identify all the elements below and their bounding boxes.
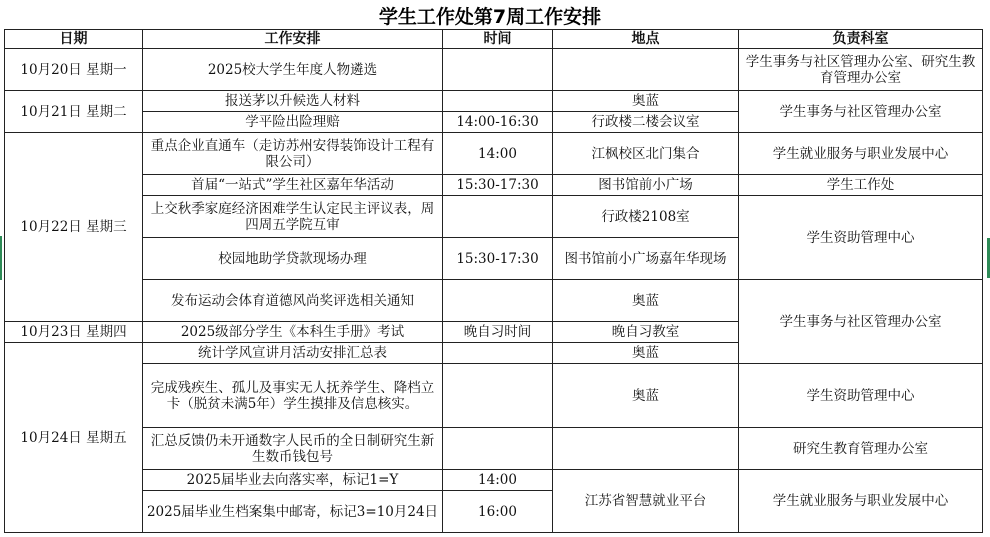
table-row — [5, 428, 983, 470]
dept-cell[interactable]: 学生资助管理中心 — [739, 364, 983, 428]
date-cell[interactable]: 10月24日 星期五 — [5, 343, 143, 533]
task-cell[interactable]: 完成残疾生、孤儿及事实无人抚养学生、降档立卡（脱贫未满5年）学生摸排及信息核实。 — [143, 364, 443, 428]
task-cell[interactable]: 汇总反馈仍未开通数字人民币的全日制研究生新生数币钱包号 — [143, 428, 443, 470]
time-cell[interactable]: 16:00 — [443, 491, 553, 533]
place-cell[interactable]: 奥蓝 — [553, 343, 739, 364]
task-cell[interactable]: 发布运动会体育道德风尚奖评选相关通知 — [143, 280, 443, 322]
place-cell[interactable]: 江苏省智慧就业平台 — [553, 470, 739, 533]
task-cell[interactable]: 学平险出险理赔 — [143, 112, 443, 133]
time-cell[interactable] — [443, 49, 553, 91]
task-cell[interactable]: 上交秋季家庭经济困难学生认定民主评议表，周四周五学院互审 — [143, 196, 443, 238]
date-cell[interactable]: 10月23日 星期四 — [5, 322, 143, 343]
place-cell[interactable]: 奥蓝 — [553, 91, 739, 112]
task-cell[interactable]: 2025级部分学生《本科生手册》考试 — [143, 322, 443, 343]
header-date: 日期 — [5, 30, 143, 49]
time-cell[interactable]: 15:30-17:30 — [443, 238, 553, 280]
time-cell[interactable] — [443, 343, 553, 364]
dept-cell[interactable]: 学生工作处 — [739, 175, 983, 196]
task-cell[interactable]: 首届“一站式”学生社区嘉年华活动 — [143, 175, 443, 196]
date-cell[interactable]: 10月22日 星期三 — [5, 133, 143, 322]
dept-cell[interactable]: 学生事务与社区管理办公室、研究生教育管理办公室 — [739, 49, 983, 91]
place-cell[interactable]: 奥蓝 — [553, 280, 739, 322]
dept-cell[interactable]: 学生事务与社区管理办公室 — [739, 280, 983, 364]
place-cell[interactable]: 奥蓝 — [553, 364, 739, 428]
place-cell[interactable]: 行政楼二楼会议室 — [553, 112, 739, 133]
table-row — [5, 175, 983, 196]
task-cell[interactable]: 校园地助学贷款现场办理 — [143, 238, 443, 280]
header-time: 时间 — [443, 30, 553, 49]
time-cell[interactable] — [443, 91, 553, 112]
time-cell[interactable]: 14:00 — [443, 470, 553, 491]
place-cell[interactable]: 行政楼2108室 — [553, 196, 739, 238]
table-row — [5, 196, 983, 238]
place-cell[interactable] — [553, 428, 739, 470]
place-cell[interactable] — [553, 49, 739, 91]
table-row — [5, 49, 983, 91]
table-row — [5, 133, 983, 175]
time-cell[interactable] — [443, 364, 553, 428]
task-cell[interactable]: 2025届毕业生档案集中邮寄，标记3=10月24日 — [143, 491, 443, 533]
dept-cell[interactable]: 学生就业服务与职业发展中心 — [739, 470, 983, 533]
dept-cell[interactable]: 研究生教育管理办公室 — [739, 428, 983, 470]
dept-cell[interactable]: 学生资助管理中心 — [739, 196, 983, 280]
header-task: 工作安排 — [143, 30, 443, 49]
date-cell[interactable]: 10月21日 星期二 — [5, 91, 143, 133]
table-row — [5, 364, 983, 428]
table-row — [5, 91, 983, 112]
place-cell[interactable]: 晚自习教室 — [553, 322, 739, 343]
schedule-table — [4, 29, 983, 533]
dept-cell[interactable]: 学生就业服务与职业发展中心 — [739, 133, 983, 175]
time-cell[interactable] — [443, 428, 553, 470]
header-row — [5, 30, 983, 49]
time-cell[interactable]: 15:30-17:30 — [443, 175, 553, 196]
task-cell[interactable]: 报送茅以升候选人材料 — [143, 91, 443, 112]
date-cell[interactable]: 10月20日 星期一 — [5, 49, 143, 91]
page-title: 学生工作处第7周工作安排 — [378, 5, 602, 28]
table-row — [5, 280, 983, 322]
header-place: 地点 — [553, 30, 739, 49]
time-cell[interactable]: 晚自习时间 — [443, 322, 553, 343]
place-cell[interactable]: 图书馆前小广场嘉年华现场 — [553, 238, 739, 280]
task-cell[interactable]: 2025校大学生年度人物遴选 — [143, 49, 443, 91]
time-cell[interactable] — [443, 280, 553, 322]
time-cell[interactable]: 14:00-16:30 — [443, 112, 553, 133]
left-edge-marker — [0, 236, 2, 280]
table-row — [5, 470, 983, 491]
time-cell[interactable]: 14:00 — [443, 133, 553, 175]
place-cell[interactable]: 图书馆前小广场 — [553, 175, 739, 196]
place-cell[interactable]: 江枫校区北门集合 — [553, 133, 739, 175]
task-cell[interactable]: 重点企业直通车（走访苏州安得装饰设计工程有限公司） — [143, 133, 443, 175]
task-cell[interactable]: 2025届毕业去向落实率，标记1=Y — [143, 470, 443, 491]
header-dept: 负责科室 — [739, 30, 983, 49]
task-cell[interactable]: 统计学风宣讲月活动安排汇总表 — [143, 343, 443, 364]
time-cell[interactable] — [443, 196, 553, 238]
dept-cell[interactable]: 学生事务与社区管理办公室 — [739, 91, 983, 133]
